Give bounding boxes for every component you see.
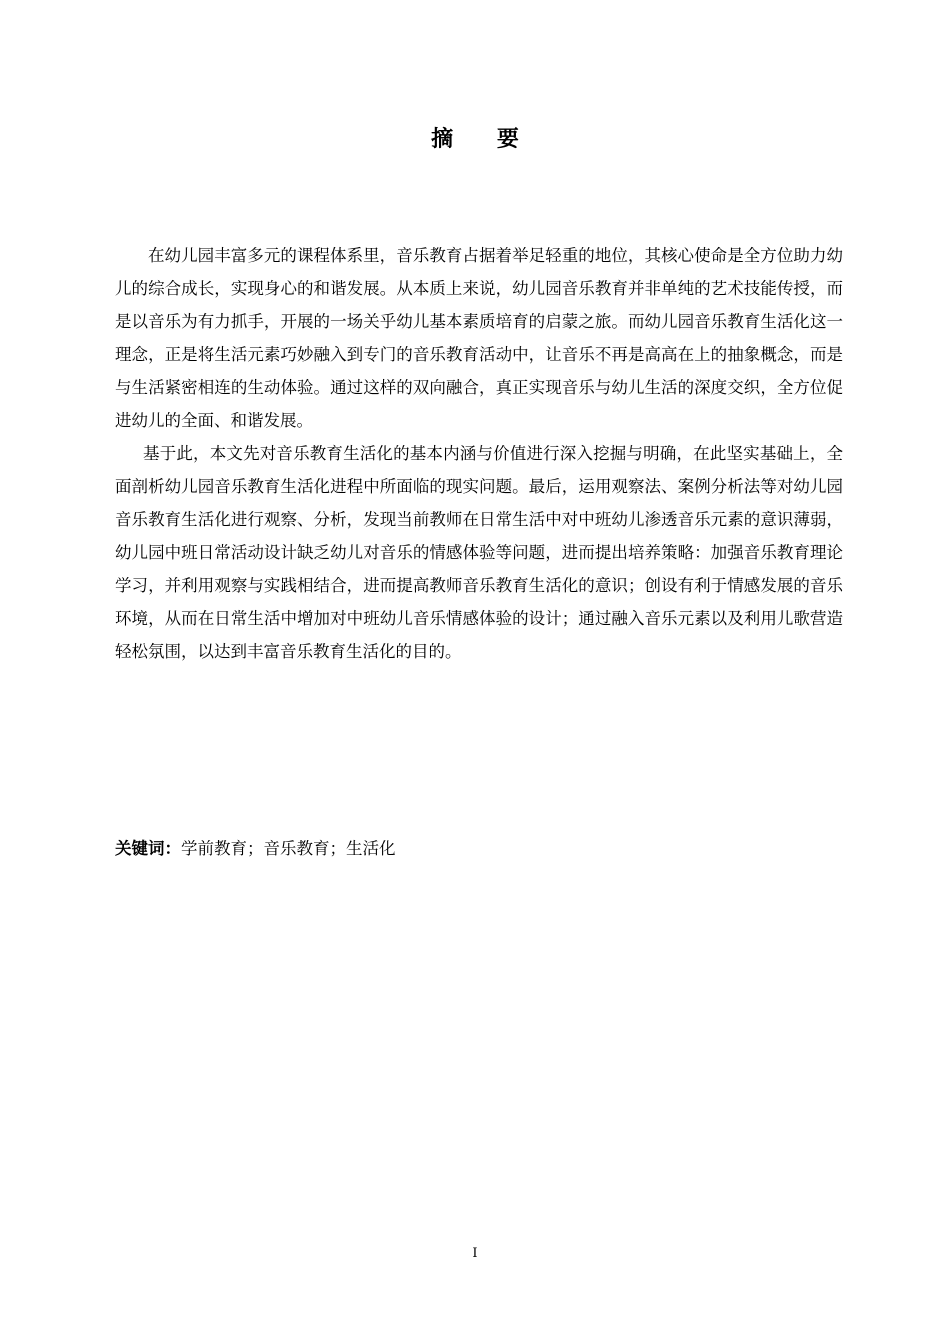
- keywords-value: 学前教育；音乐教育；生活化: [181, 839, 396, 858]
- abstract-paragraph-1: 在幼儿园丰富多元的课程体系里，音乐教育占据着举足轻重的地位，其核心使命是全方位助力幼儿的综合成长，实现身心的和谐发展。从本质上来说，幼儿园音乐教育并非单纯的艺术技能传授，而是以音乐为有力抓手，开展的一场关乎幼儿基本素质培育的启蒙之旅。而幼儿园音乐教育生活化这一理念，正是将生活元素巧妙融入到专门的音乐教育活动中，让音乐不再是高高在上的抽象概念，而是与生活紧密相连的生动体验。通过这样的双向融合，真正实现音乐与幼儿生活的深度交织，全方位促进幼儿的全面、和谐发展。: [115, 246, 843, 430]
- page-number: I: [472, 1246, 478, 1261]
- abstract-paragraph-2: 基于此，本文先对音乐教育生活化的基本内涵与价值进行深入挖掘与明确，在此坚实基础上，全面剖析幼儿园音乐教育生活化进程中所面临的现实问题。最后，运用观察法、案例分析法等对幼儿园音乐教育生活化进行观察、分析，发现当前教师在日常生活中对中班幼儿渗透音乐元素的意识薄弱，幼儿园中班日常活动设计缺乏幼儿对音乐的情感体验等问题，进而提出培养策略：加强音乐教育理论学习，并利用观察与实践相结合，进而提高教师音乐教育生活化的意识；创设有利于情感发展的音乐环境，从而在日常生活中增加对中班幼儿音乐情感体验的设计；通过融入音乐元素以及利用儿歌营造轻松氛围，以达到丰富音乐教育生活化的目的。: [115, 444, 843, 661]
- keywords-line: [115, 832, 843, 865]
- keywords-label: 关键词：: [115, 839, 181, 858]
- abstract-title: 摘 要: [431, 127, 537, 152]
- abstract-body: [115, 239, 843, 668]
